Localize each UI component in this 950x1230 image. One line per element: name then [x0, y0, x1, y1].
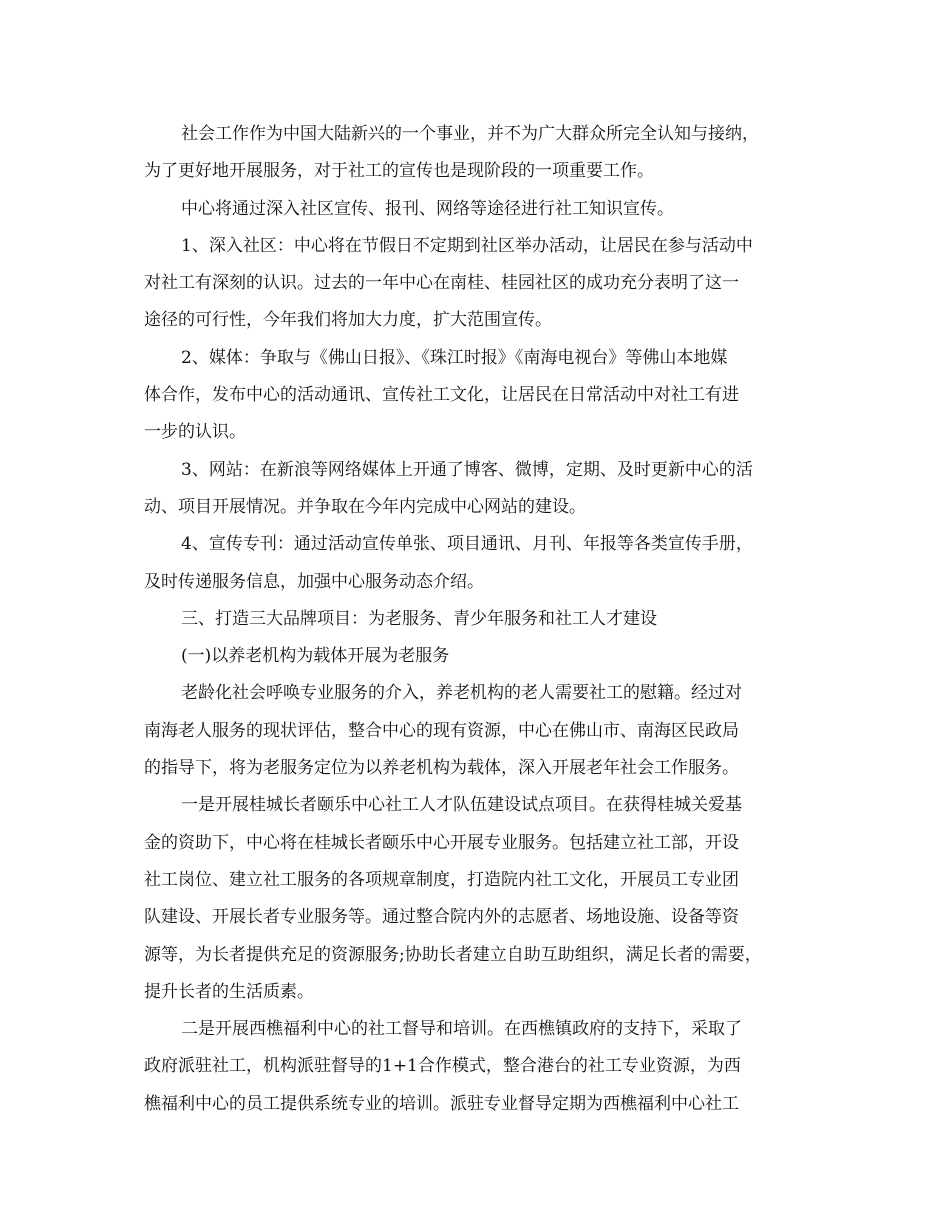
text-line: 对社工有深刻的认识。过去的一年中心在南桂、桂园社区的成功充分表明了这一 — [144, 273, 739, 294]
body-text — [144, 116, 810, 1123]
text-line: 二是开展西樵福利中心的社工督导和培训。在西樵镇政府的支持下，采取了 — [181, 1019, 742, 1040]
text-line: 2、媒体：争取与《佛山日报》、《珠江时报》《南海电视台》等佛山本地媒 — [181, 347, 728, 368]
text-line: 一是开展桂城长者颐乐中心社工人才队伍建设试点项目。在获得桂城关爱基 — [181, 795, 742, 816]
text-line: 及时传递服务信息，加强中心服务动态介绍。 — [144, 571, 484, 592]
text-line: 源等，为长者提供充足的资源服务;协助长者建立自助互助组织，满足长者的需要， — [144, 944, 762, 965]
text-line: 三、打造三大品牌项目：为老服务、青少年服务和社工人才建设 — [181, 608, 657, 629]
text-line: 老龄化社会呼唤专业服务的介入，养老机构的老人需要社工的慰籍。经过对 — [181, 683, 742, 704]
text-line: 体合作，发布中心的活动通讯、宣传社工文化，让居民在日常活动中对社工有进 — [144, 385, 739, 406]
text-line: 社工岗位、建立社工服务的各项规章制度，打造院内社工文化，开展员工专业团 — [144, 869, 739, 890]
text-line: 1、深入社区：中心将在节假日不定期到社区举办活动，让居民在参与活动中 — [181, 235, 753, 256]
text-line: 动、项目开展情况。并争取在今年内完成中心网站的建设。 — [144, 496, 586, 517]
text-line: 为了更好地开展服务，对于社工的宣传也是现阶段的一项重要工作。 — [144, 161, 654, 182]
text-line: 4、宣传专刊：通过活动宣传单张、项目通讯、月刊、年报等各类宣传手册， — [181, 534, 753, 555]
text-line: 政府派驻社工，机构派驻督导的1+1合作模式，整合港台的社工专业资源，为西 — [144, 1056, 741, 1077]
text-line: 一步的认识。 — [144, 422, 246, 443]
text-line: (一)以养老机构为载体开展为老服务 — [181, 646, 450, 667]
text-line: 社会工作作为中国大陆新兴的一个事业，并不为广大群众所完全认知与接纳， — [181, 124, 759, 144]
text-line: 樵福利中心的员工提供系统专业的培训。派驻专业督导定期为西樵福利中心社工 — [144, 1093, 739, 1114]
text-line: 金的资助下，中心将在桂城长者颐乐中心开展专业服务。包括建立社工部，开设 — [144, 832, 739, 853]
text-line: 提升长者的生活质素。 — [144, 981, 314, 1002]
text-line: 队建设、开展长者专业服务等。通过整合院内外的志愿者、场地设施、设备等资 — [144, 907, 739, 928]
text-line: 3、网站：在新浪等网络媒体上开通了博客、微博，定期、及时更新中心的活 — [181, 459, 753, 480]
text-line: 南海老人服务的现状评估，整合中心的现有资源，中心在佛山市、南海区民政局 — [144, 720, 739, 741]
text-line: 中心将通过深入社区宣传、报刊、网络等途径进行社工知识宣传。 — [181, 198, 674, 219]
text-line: 的指导下，将为老服务定位为以养老机构为载体，深入开展老年社会工作服务。 — [144, 758, 739, 779]
text-line: 途径的可行性，今年我们将加大力度，扩大范围宣传。 — [144, 310, 552, 331]
